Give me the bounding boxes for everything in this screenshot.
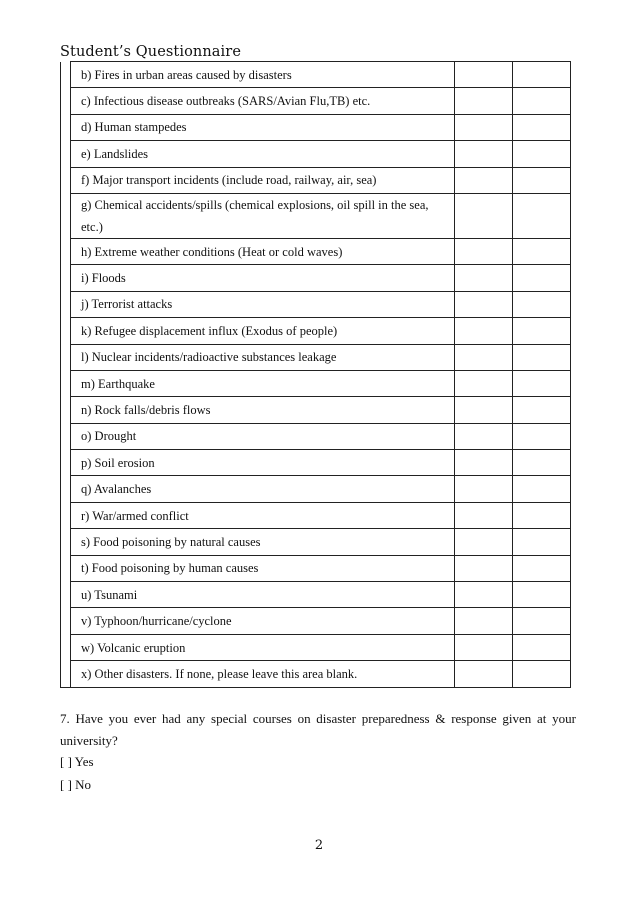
answer-box-1[interactable] (455, 582, 513, 608)
answer-box-2[interactable] (513, 661, 571, 687)
answer-box-1[interactable] (455, 318, 513, 344)
answer-box-1[interactable] (455, 88, 513, 114)
table-row (61, 634, 571, 660)
row-gutter (61, 608, 71, 634)
answer-box-2[interactable] (513, 193, 571, 238)
table-row (61, 582, 571, 608)
row-label: e) Landslides (71, 141, 455, 167)
row-label: x) Other disasters. If none, please leave this area blank. (71, 661, 455, 687)
answer-box-1[interactable] (455, 141, 513, 167)
row-gutter (61, 88, 71, 114)
answer-box-2[interactable] (513, 502, 571, 528)
row-gutter (61, 582, 71, 608)
row-gutter (61, 634, 71, 660)
row-gutter (61, 450, 71, 476)
row-label: k) Refugee displacement influx (Exodus of people) (71, 318, 455, 344)
answer-box-1[interactable] (455, 661, 513, 687)
row-label: f) Major transport incidents (include road, railway, air, sea) (71, 167, 455, 193)
row-label: l) Nuclear incidents/radioactive substances leakage (71, 344, 455, 370)
row-label: w) Volcanic eruption (71, 634, 455, 660)
table-row (61, 397, 571, 423)
answer-box-2[interactable] (513, 476, 571, 502)
answer-box-1[interactable] (455, 608, 513, 634)
row-gutter (61, 291, 71, 317)
table-row (61, 88, 571, 114)
answer-box-2[interactable] (513, 238, 571, 264)
row-label: h) Extreme weather conditions (Heat or cold waves) (71, 238, 455, 264)
option-no[interactable]: [ ] No (60, 777, 92, 792)
row-label: s) Food poisoning by natural causes (71, 529, 455, 555)
answer-box-1[interactable] (455, 634, 513, 660)
row-label: o) Drought (71, 423, 455, 449)
row-label: r) War/armed conflict (71, 502, 455, 528)
answer-box-2[interactable] (513, 634, 571, 660)
table-row (61, 291, 571, 317)
row-gutter (61, 502, 71, 528)
row-label: c) Infectious disease outbreaks (SARS/Avian Flu,TB) etc. (71, 88, 455, 114)
answer-box-1[interactable] (455, 502, 513, 528)
answer-box-1[interactable] (455, 344, 513, 370)
table-row (61, 193, 571, 238)
row-gutter (61, 193, 71, 238)
row-gutter (61, 370, 71, 396)
answer-box-2[interactable] (513, 114, 571, 140)
table-row (61, 167, 571, 193)
answer-box-1[interactable] (455, 370, 513, 396)
answer-box-1[interactable] (455, 450, 513, 476)
answer-box-1[interactable] (455, 193, 513, 238)
row-label: i) Floods (71, 265, 455, 291)
row-gutter (61, 344, 71, 370)
row-gutter (61, 141, 71, 167)
answer-box-1[interactable] (455, 62, 513, 88)
answer-box-1[interactable] (455, 397, 513, 423)
answer-box-2[interactable] (513, 62, 571, 88)
answer-box-2[interactable] (513, 344, 571, 370)
answer-box-2[interactable] (513, 397, 571, 423)
answer-box-2[interactable] (513, 423, 571, 449)
answer-box-1[interactable] (455, 238, 513, 264)
table-row (61, 608, 571, 634)
row-label: g) Chemical accidents/spills (chemical explosions, oil spill in the sea, etc.) (71, 193, 455, 238)
table-row (61, 62, 571, 88)
disaster-experience-table (60, 61, 571, 688)
answer-box-1[interactable] (455, 529, 513, 555)
answer-box-2[interactable] (513, 555, 571, 581)
row-label: v) Typhoon/hurricane/cyclone (71, 608, 455, 634)
row-gutter (61, 318, 71, 344)
table-row (61, 265, 571, 291)
answer-box-2[interactable] (513, 167, 571, 193)
answer-box-2[interactable] (513, 291, 571, 317)
row-gutter (61, 555, 71, 581)
answer-box-2[interactable] (513, 529, 571, 555)
answer-box-2[interactable] (513, 318, 571, 344)
table-row (61, 555, 571, 581)
answer-box-2[interactable] (513, 582, 571, 608)
row-gutter (61, 529, 71, 555)
table-row (61, 661, 571, 687)
table-row (61, 318, 571, 344)
table-row (61, 114, 571, 140)
row-gutter (61, 397, 71, 423)
table-row (61, 238, 571, 264)
answer-box-1[interactable] (455, 423, 513, 449)
row-label: d) Human stampedes (71, 114, 455, 140)
answer-box-2[interactable] (513, 370, 571, 396)
answer-box-1[interactable] (455, 265, 513, 291)
answer-box-1[interactable] (455, 555, 513, 581)
table-row (61, 450, 571, 476)
table-row (61, 529, 571, 555)
row-gutter (61, 62, 71, 88)
answer-box-2[interactable] (513, 265, 571, 291)
answer-box-1[interactable] (455, 476, 513, 502)
row-gutter (61, 476, 71, 502)
answer-box-1[interactable] (455, 114, 513, 140)
answer-box-2[interactable] (513, 608, 571, 634)
row-gutter (61, 114, 71, 140)
table-row (61, 476, 571, 502)
row-label: b) Fires in urban areas caused by disasters (71, 62, 455, 88)
row-label: u) Tsunami (71, 582, 455, 608)
row-gutter (61, 423, 71, 449)
table-row (61, 141, 571, 167)
row-gutter (61, 238, 71, 264)
question-7-text: 7. Have you ever had any special courses on disaster preparedness & response given at your university? (60, 711, 576, 748)
row-gutter (61, 661, 71, 687)
row-label: p) Soil erosion (71, 450, 455, 476)
table-row (61, 423, 571, 449)
answer-box-2[interactable] (513, 450, 571, 476)
answer-box-1[interactable] (455, 167, 513, 193)
row-label: j) Terrorist attacks (71, 291, 455, 317)
answer-box-2[interactable] (513, 88, 571, 114)
answer-box-1[interactable] (455, 291, 513, 317)
page-header-title: Student’s Questionnaire (60, 44, 242, 60)
option-yes[interactable]: [ ] Yes (60, 754, 94, 769)
row-label: m) Earthquake (71, 370, 455, 396)
row-gutter (61, 265, 71, 291)
row-label: q) Avalanches (71, 476, 455, 502)
answer-box-2[interactable] (513, 141, 571, 167)
table-row (61, 502, 571, 528)
row-gutter (61, 167, 71, 193)
row-label: t) Food poisoning by human causes (71, 555, 455, 581)
table-row (61, 344, 571, 370)
row-label: n) Rock falls/debris flows (71, 397, 455, 423)
page-number: 2 (314, 838, 324, 853)
table-row (61, 370, 571, 396)
